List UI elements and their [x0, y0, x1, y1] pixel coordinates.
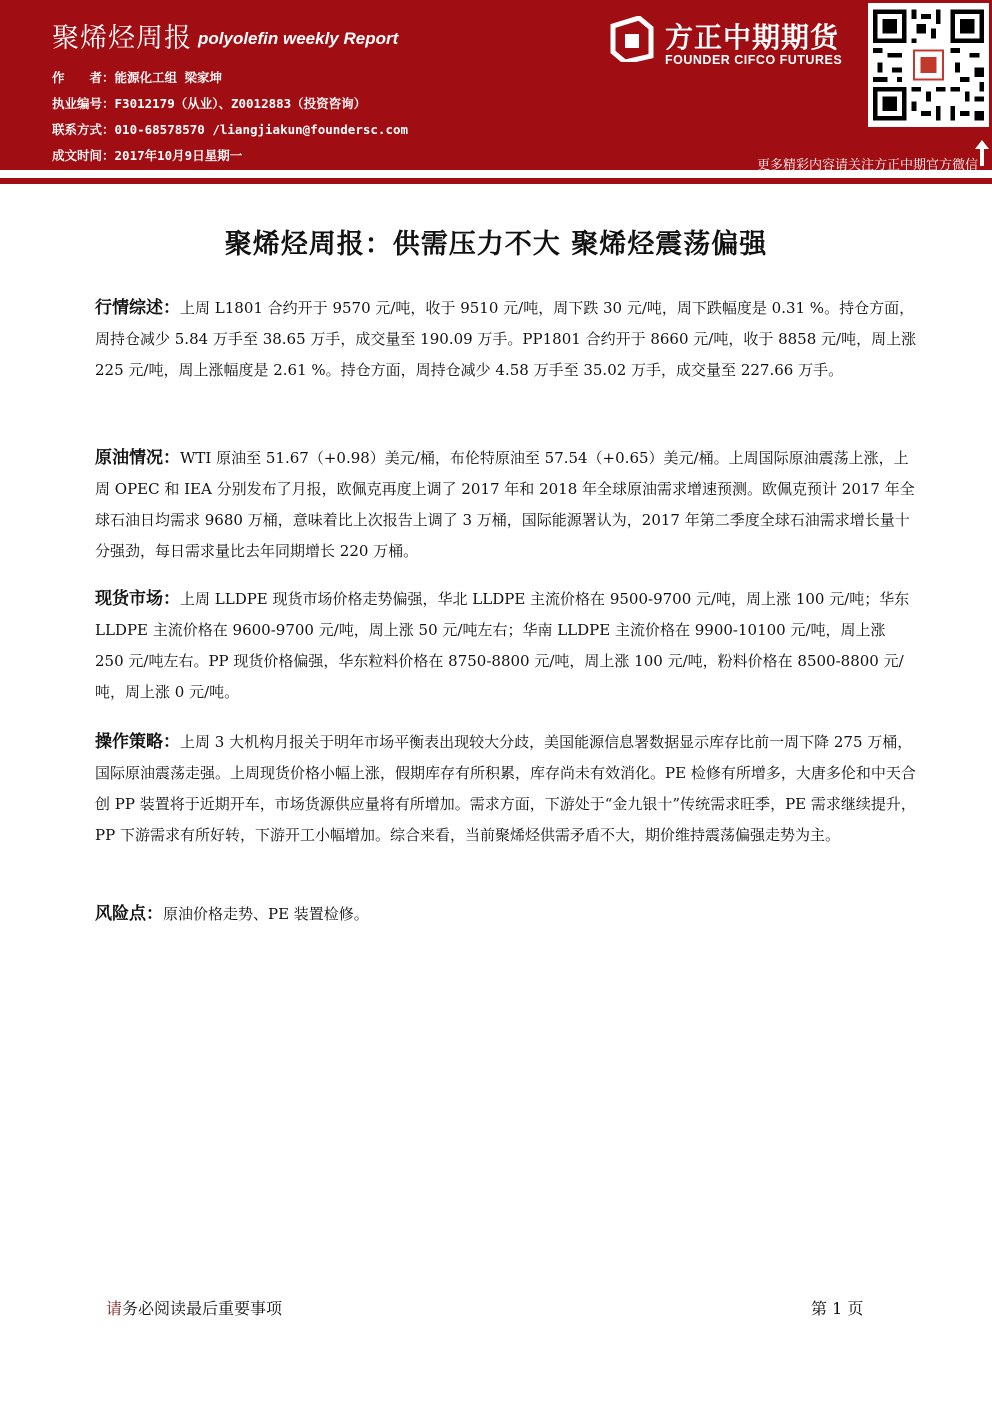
section-risk — [95, 899, 917, 930]
section-label: 行情综述： — [95, 298, 180, 318]
license-line — [52, 94, 366, 112]
author-value: 能源化工组 梁家坤 — [114, 70, 223, 85]
company-logo — [609, 16, 867, 72]
company-name-en: FOUNDER CIFCO FUTURES — [665, 53, 843, 67]
contact-label: 联系方式： — [52, 122, 115, 137]
license-value: F3012179（从业）、Z0012883（投资咨询） — [114, 96, 367, 111]
report-series-title-en: polyolefin weekly Report — [198, 29, 399, 48]
contact-line — [52, 120, 408, 138]
document-title: 聚烯烃周报：供需压力不大 聚烯烃震荡偏强 — [224, 229, 768, 260]
founder-logo-icon — [609, 16, 655, 62]
author-label: 作 者： — [52, 70, 115, 85]
date-label: 成文时间： — [52, 148, 115, 163]
license-label: 执业编号： — [52, 96, 115, 111]
date-line — [52, 146, 242, 164]
section-text: 上周 3 大机构月报关于明年市场平衡表出现较大分歧，美国能源信息署数据显示库存比前一周下降 275 万桶，国际原油震荡走强。上周现货价格小幅上涨，假期库存有所积累，库存尚未有效消化。PE 检修有所增多，大唐多伦和中天合创 PP 装置将于近期开车，市场货源供应量将有所增加。需求方面，下游处于“金九银十”传统需求旺季，PE 需求继续提升，PP 下游需求有所好转，下游开工小幅增加。综合来看，当前聚烯烃供需矛盾不大，期价维持震荡偏强走势为主。 — [95, 733, 916, 844]
wechat-follow-note: 更多精彩内容请关注方正中期官方微信 — [756, 158, 978, 173]
section-text: 原油价格走势、PE 装置检修。 — [163, 905, 369, 923]
section-label: 操作策略： — [95, 732, 180, 752]
section-label: 风险点： — [95, 904, 163, 924]
section-text: 上周 L1801 合约开于 9570 元/吨，收于 9510 元/吨，周下跌 30 元/吨，周下跌幅度是 0.31 %。持仓方面，周持仓减少 5.84 万手至 38.65 万手，成交量至 190.09 万手。PP1801 合约开于 8660 元/吨，收于 8858 元/吨，周上涨 225 元/吨，周上涨幅度是 2.61 %。持仓方面，周持仓减少 4.58 万手至 35.02 万手，成交量至 227.66 万手。 — [95, 299, 917, 379]
section-strategy — [95, 727, 917, 851]
section-text: 上周 LLDPE 现货市场价格走势偏强，华北 LLDPE 主流价格在 9500-9700 元/吨，周上涨 100 元/吨；华东 LLDPE 主流价格在 9600-9700 元/吨，周上涨 50 元/吨左右；华南 LLDPE 主流价格在 9900-10100 元/吨，周上涨 250 元/吨左右。PP 现货价格偏强，华东粒料价格在 8750-8800 元/吨，周上涨 100 元/吨，粉料价格在 8500-8800 元/吨，周上涨 0 元/吨。 — [95, 590, 910, 701]
section-label: 现货市场： — [95, 589, 180, 609]
page-number: 第 1 页 — [811, 1299, 864, 1318]
footer-notice-rest: 务必阅读最后重要事项 — [122, 1299, 283, 1318]
qr-code-icon — [868, 3, 989, 127]
header-bottom-strip — [0, 178, 992, 184]
company-name-cn: 方正中期期货 — [665, 21, 840, 54]
contact-value: 010-68578570 /liangjiakun@foundersc.com — [114, 122, 409, 137]
section-market-summary — [95, 293, 917, 386]
section-label: 原油情况： — [95, 448, 180, 468]
report-header — [0, 0, 992, 178]
author-line — [52, 68, 222, 86]
footer-notice — [106, 1296, 282, 1319]
section-crude-oil — [95, 443, 917, 567]
report-series-title: 聚烯烃周报 — [52, 23, 192, 54]
date-value: 2017年10月9日星期一 — [114, 148, 243, 163]
footer-notice-first: 请 — [106, 1299, 123, 1318]
section-text: WTI 原油至 51.67（+0.98）美元/桶，布伦特原油至 57.54（+0.65）美元/桶。上周国际原油震荡上涨，上周 OPEC 和 IEA 分别发布了月报，欧佩克再度上调了 2017 年和 2018 年全球原油需求增速预测。欧佩克预计 2017 年全球石油日均需求 9680 万桶，意味着比上次报告上调了 3 万桶，国际能源署认为，2017 年第二季度全球石油需求增长量十分强劲，每日需求量比去年同期增长 220 万桶。 — [95, 449, 915, 560]
section-spot-market — [95, 584, 917, 708]
